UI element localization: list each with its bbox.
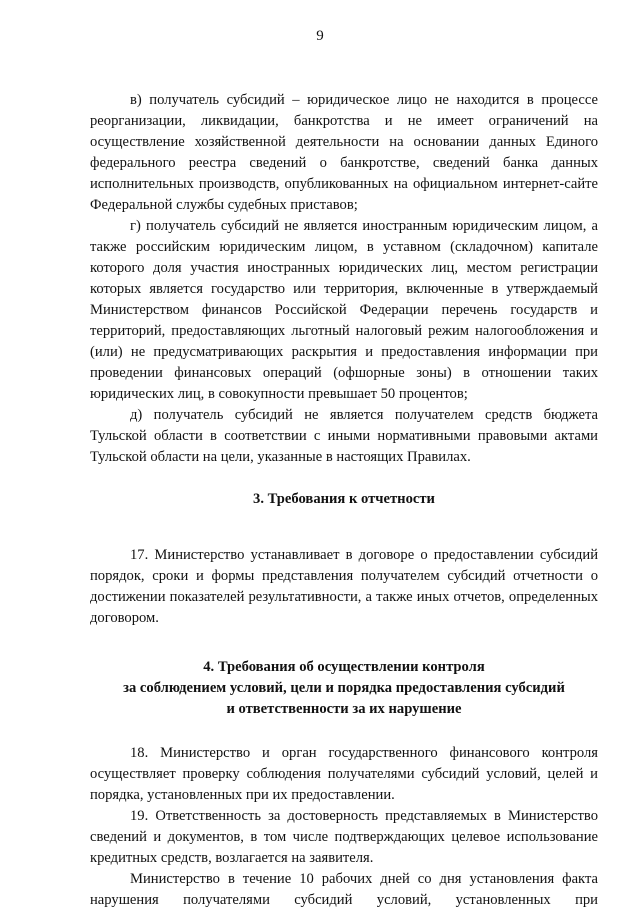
paragraph-v: в) получатель субсидий – юридическое лицо не находится в процессе реорганизации, ликвидации, банкротства и не имеет ограничений на осуществление хозяйственной деятельности на основании данных Единого федерального реестра сведений о банкротстве, сведений банка данных исполнительных производств, опубликованных на официальном интернет-сайте Федеральной службы судебных приставов; [90, 92, 598, 213]
page-number: 9 [316, 28, 324, 44]
spacer [90, 629, 598, 657]
paragraph-18: 18. Министерство и орган государственного финансового контроля осуществляет проверку соблюдения получателями субсидий условий, целей и порядка, установленных при их предоставлении. [90, 745, 598, 803]
paragraph-ministry-deadline: Министерство в течение 10 рабочих дней со дня установления факта нарушения получателями субсидий условий, установленных при [90, 871, 598, 908]
section-4-heading [90, 657, 598, 720]
section-3-heading: 3. Требования к отчетности [253, 491, 435, 507]
paragraph-19: 19. Ответственность за достоверность представляемых в Министерство сведений и документов, в том числе подтверждающих целевое использование кредитных средств, возлагается на заявителя. [90, 808, 598, 866]
section-4-heading-line-3: и ответственности за их нарушение [226, 701, 462, 717]
paragraph-17: 17. Министерство устанавливает в договоре о предоставлении субсидий порядок, сроки и формы представления получателем субсидий отчетности о достижении показателей результативности, а также иных отчетов, определенных договором. [90, 547, 598, 626]
spacer [90, 510, 598, 545]
spacer [90, 468, 598, 489]
paragraph-g: г) получатель субсидий не является иностранным юридическим лицом, а также российским юридическим лицом, в уставном (складочном) капитале которого доля участия иностранных юридических лиц, местом регистрации которых является государство или территория, включенные в утверждаемый Министерством финансов Российской Федерации перечень государств и территорий, предоставляющих льготный налоговый режим налогообложения и (или) не предусматривающих раскрытия и предоставления информации при проведении финансовых операций (офшорные зоны) в отношении таких юридических лиц, в совокупности превышает 50 процентов; [90, 218, 598, 402]
section-4-heading-line-2: за соблюдением условий, цели и порядка предоставления субсидий [123, 680, 565, 696]
document-body [90, 90, 598, 911]
paragraph-d: д) получатель субсидий не является получателем средств бюджета Тульской области в соответствии с иными нормативными правовыми актами Тульской области на цели, указанные в настоящих Правилах. [90, 407, 598, 465]
section-4-heading-line-1: 4. Требования об осуществлении контроля [203, 659, 485, 675]
spacer [90, 720, 598, 743]
